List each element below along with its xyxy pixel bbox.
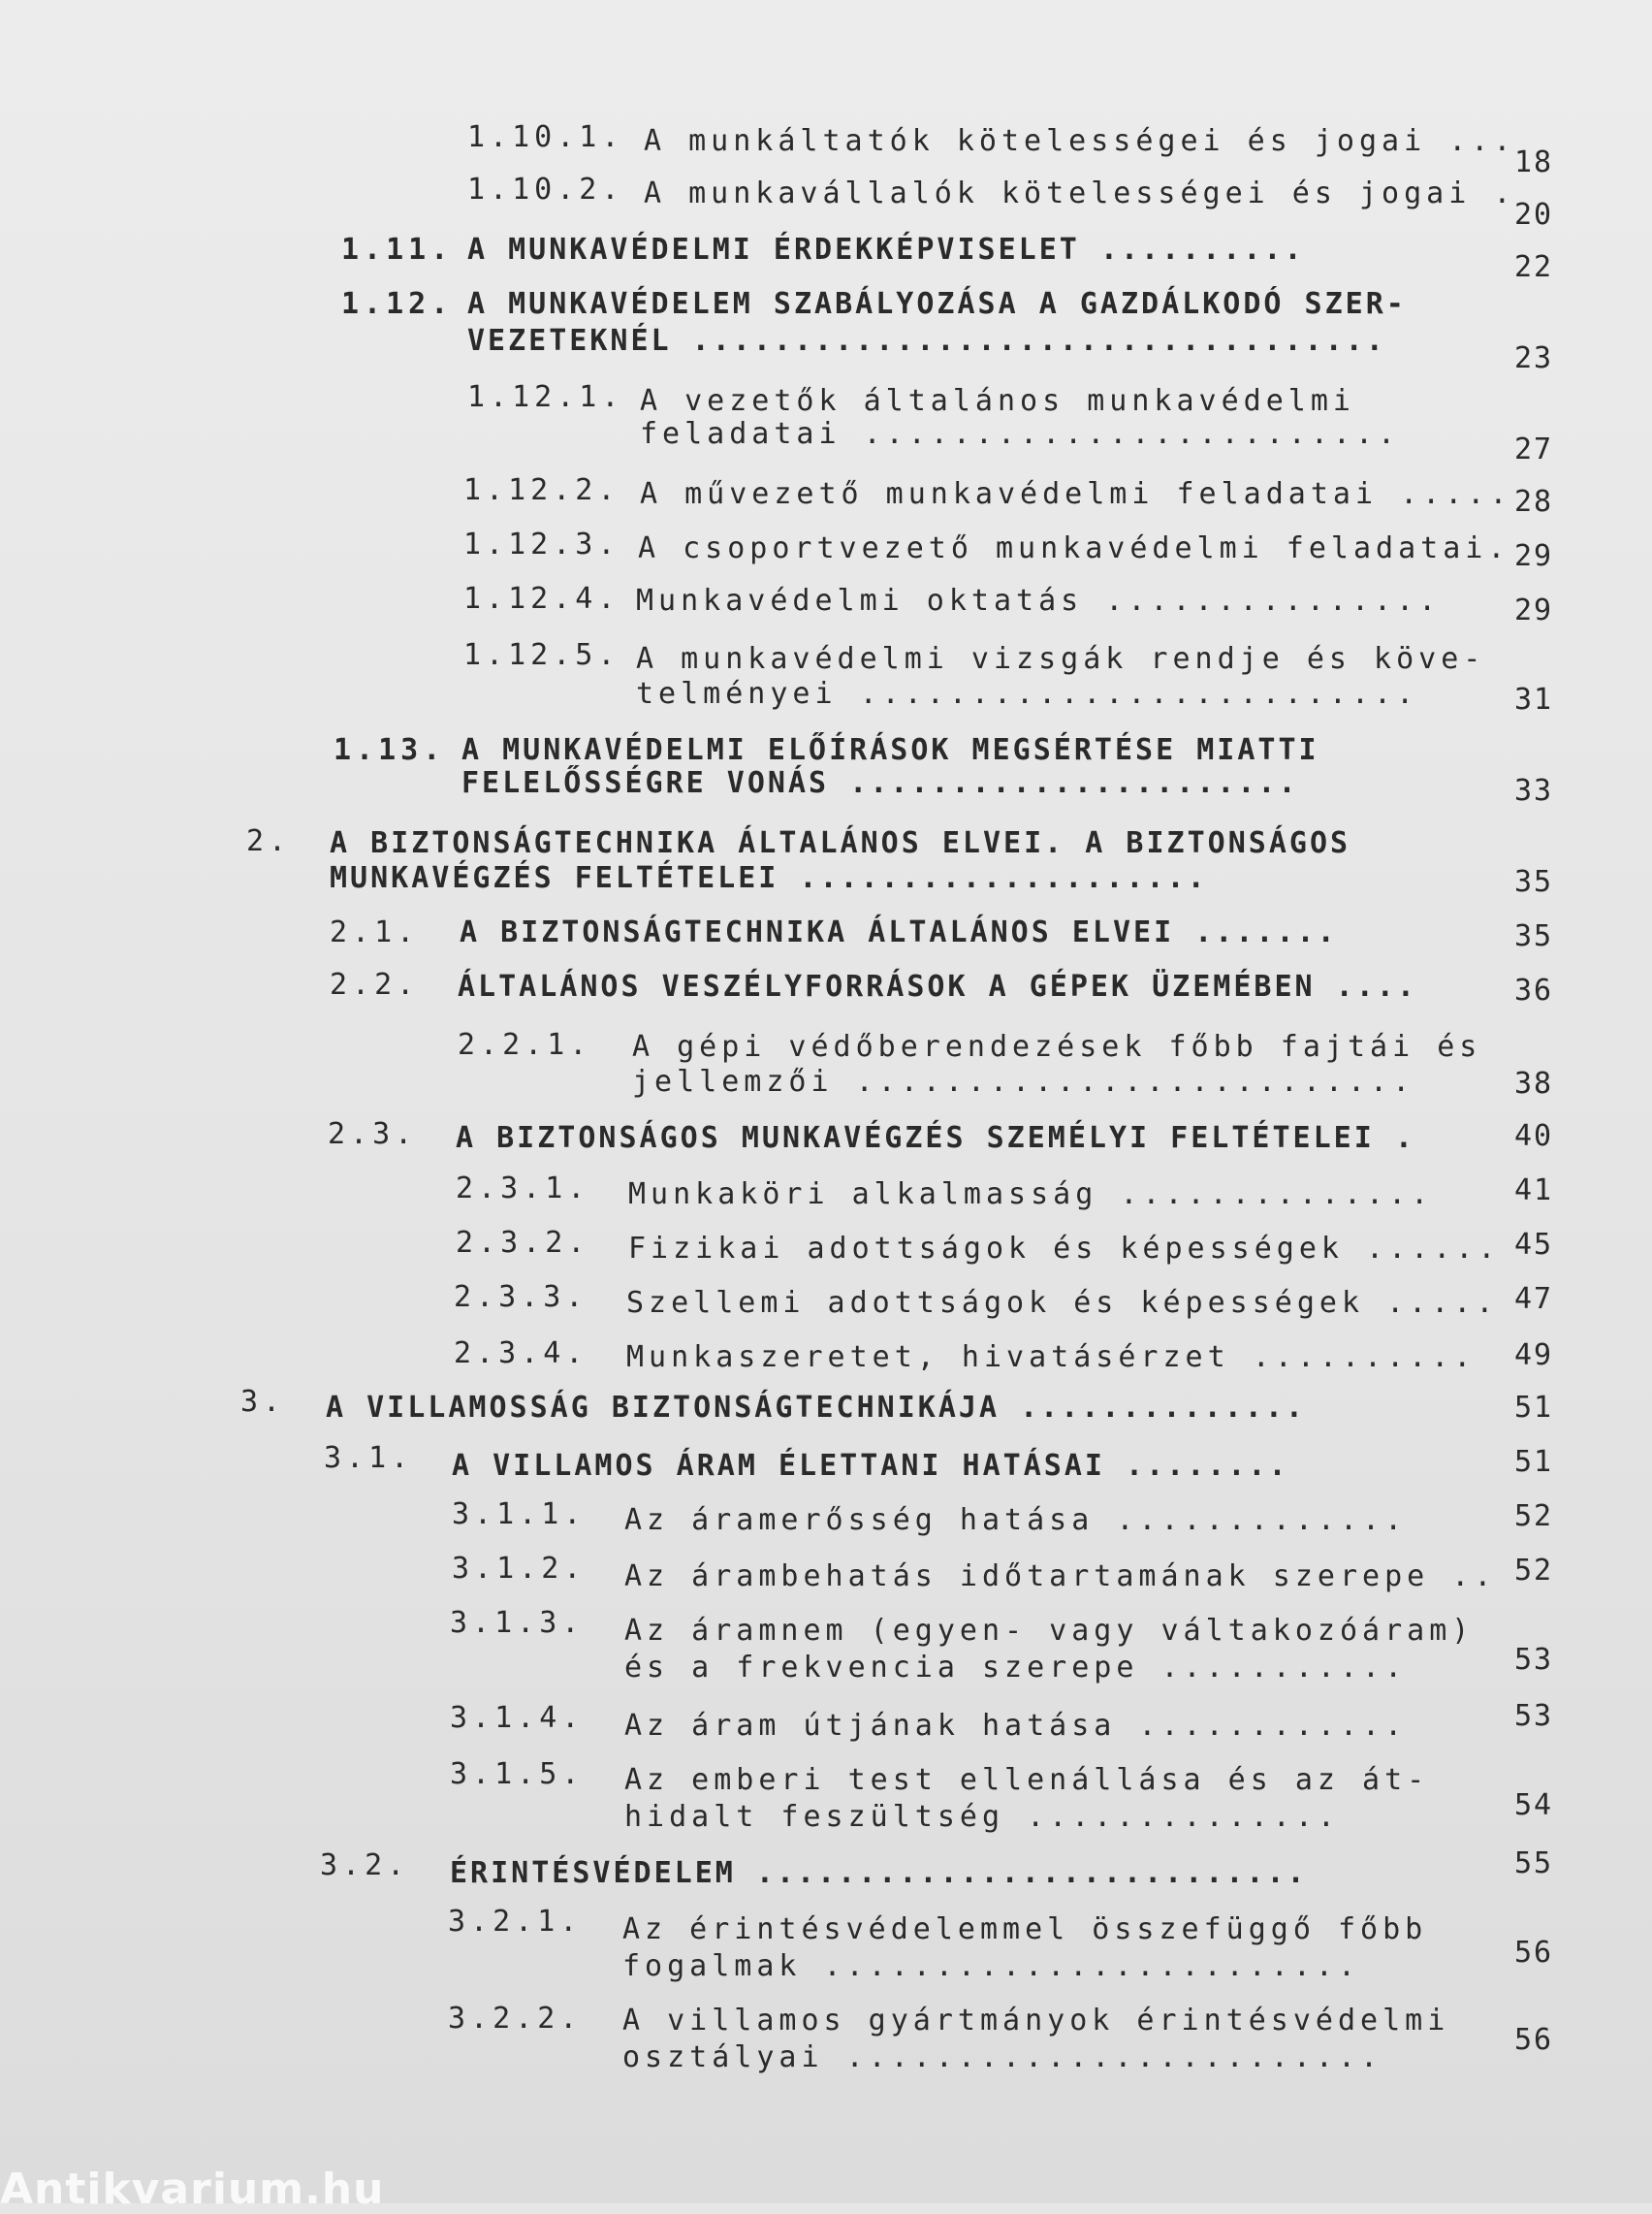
toc-entry-title: Szellemi adottságok és képességek ..... bbox=[626, 1286, 1499, 1320]
toc-entry-page: 53 bbox=[1514, 1699, 1554, 1733]
toc-entry-page: 35 bbox=[1514, 865, 1554, 899]
toc-entry-title: A gépi védőberendezések főbb fajtái és bbox=[632, 1030, 1482, 1064]
watermark: Antikvarium.hu bbox=[0, 2165, 385, 2214]
toc-entry-title: A művezető munkavédelmi feladatai ..... bbox=[640, 477, 1512, 511]
toc-entry-title: A VILLAMOSSÁG BIZTONSÁGTECHNIKÁJA .............. bbox=[326, 1391, 1306, 1425]
toc-entry-page: 38 bbox=[1514, 1067, 1554, 1101]
toc-entry-page: 51 bbox=[1514, 1445, 1554, 1479]
toc-entry-page: 20 bbox=[1514, 198, 1554, 232]
toc-entry-title-continuation: telményei ......................... bbox=[636, 677, 1419, 711]
toc-entry-title: Az áram útjának hatása ............ bbox=[624, 1709, 1408, 1743]
toc-entry-title: Munkaszeretet, hivatásérzet .......... bbox=[626, 1340, 1477, 1374]
toc-entry-title: A munkáltatók kötelességei és jogai ... bbox=[644, 124, 1516, 158]
toc-entry-title: A BIZTONSÁGTECHNIKA ÁLTALÁNOS ELVEI. A BIZTONSÁGOS bbox=[330, 826, 1351, 860]
toc-entry-number: 2.3.4. bbox=[454, 1336, 588, 1370]
toc-entry-number: 3.1.5. bbox=[450, 1757, 585, 1791]
toc-entry-number: 3.1.4. bbox=[450, 1701, 585, 1735]
toc-entry-number: 2.3.3. bbox=[454, 1280, 588, 1314]
toc-entry-number: 1.12.3. bbox=[463, 528, 620, 562]
toc-entry-page: 56 bbox=[1514, 2023, 1554, 2057]
toc-entry-page: 49 bbox=[1514, 1338, 1554, 1372]
toc-entry-number: 1.12. bbox=[341, 287, 454, 321]
toc-entry-number: 2.3. bbox=[328, 1117, 418, 1151]
toc-entry-number: 2.2.1. bbox=[458, 1028, 592, 1062]
toc-entry-page: 22 bbox=[1514, 250, 1554, 284]
toc-entry-title: A munkavédelmi vizsgák rendje és köve- bbox=[636, 642, 1486, 676]
toc-entry-number: 3.1.3. bbox=[450, 1606, 585, 1640]
toc-entry-page: 35 bbox=[1514, 919, 1554, 953]
toc-entry-title-continuation: hidalt feszültség .............. bbox=[624, 1800, 1340, 1834]
toc-entry-page: 31 bbox=[1514, 683, 1554, 717]
toc-entry-page: 27 bbox=[1514, 433, 1554, 466]
toc-entry-page: 52 bbox=[1514, 1554, 1554, 1588]
toc-entry-number: 1.11. bbox=[341, 233, 454, 267]
toc-entry-page: 45 bbox=[1514, 1228, 1554, 1262]
toc-entry-title: A VILLAMOS ÁRAM ÉLETTANI HATÁSAI ........ bbox=[452, 1449, 1289, 1483]
toc-entry-number: 2. bbox=[246, 824, 292, 858]
toc-entry-title: A csoportvezető munkavédelmi feladatai. bbox=[638, 531, 1510, 565]
toc-entry-title-continuation: feladatai ........................ bbox=[640, 417, 1401, 451]
toc-entry-title: Az áramnem (egyen- vagy váltakozóáram) bbox=[624, 1614, 1475, 1648]
toc-entry-title: A MUNKAVÉDELEM SZABÁLYOZÁSA A GAZDÁLKODÓ SZER- bbox=[467, 287, 1407, 321]
toc-entry-title: A BIZTONSÁGOS MUNKAVÉGZÉS SZEMÉLYI FELTÉTELEI . bbox=[456, 1121, 1415, 1155]
toc-entry-title: ÁLTALÁNOS VESZÉLYFORRÁSOK A GÉPEK ÜZEMÉBEN .... bbox=[458, 970, 1417, 1004]
toc-entry-number: 3. bbox=[240, 1385, 286, 1419]
toc-entry-title-continuation: VEZETEKNÉL .................................. bbox=[467, 324, 1386, 358]
toc-entry-page: 56 bbox=[1514, 1936, 1554, 1970]
toc-entry-number: 1.12.5. bbox=[463, 638, 620, 672]
toc-entry-page: 29 bbox=[1514, 594, 1554, 627]
toc-entry-number: 1.10.2. bbox=[467, 173, 624, 207]
toc-entry-title-continuation: és a frekvencia szerepe ........... bbox=[624, 1651, 1408, 1685]
toc-entry-number: 3.2. bbox=[320, 1848, 410, 1882]
toc-entry-title-continuation: fogalmak ........................ bbox=[622, 1949, 1361, 1983]
toc-entry-page: 41 bbox=[1514, 1173, 1554, 1207]
toc-entry-page: 33 bbox=[1514, 774, 1554, 808]
toc-entry-number: 2.2. bbox=[330, 968, 420, 1002]
toc-entry-title: A MUNKAVÉDELMI ELŐÍRÁSOK MEGSÉRTÉSE MIATTI bbox=[461, 733, 1319, 767]
toc-entry-title: Az érintésvédelemmel összefüggő főbb bbox=[622, 1912, 1428, 1946]
toc-entry-page: 40 bbox=[1514, 1119, 1554, 1153]
toc-entry-title: A BIZTONSÁGTECHNIKA ÁLTALÁNOS ELVEI ....... bbox=[460, 915, 1338, 949]
toc-entry-page: 47 bbox=[1514, 1282, 1554, 1316]
toc-entry-title: Az árambehatás időtartamának szerepe .. bbox=[624, 1559, 1497, 1593]
toc-entry-title: A MUNKAVÉDELMI ÉRDEKKÉPVISELET .......... bbox=[467, 233, 1305, 267]
toc-entry-page: 36 bbox=[1514, 974, 1554, 1008]
toc-entry-number: 1.12.1. bbox=[467, 380, 624, 414]
toc-entry-number: 2.3.2. bbox=[456, 1226, 590, 1260]
toc-entry-title: ÉRINTÉSVÉDELEM ........................... bbox=[450, 1856, 1308, 1890]
toc-entry-number: 2.3.1. bbox=[456, 1171, 590, 1205]
toc-entry-number: 3.1. bbox=[324, 1441, 414, 1475]
toc-entry-number: 3.1.2. bbox=[452, 1552, 587, 1586]
toc-entry-page: 51 bbox=[1514, 1391, 1554, 1425]
toc-entry-number: 1.10.1. bbox=[467, 120, 624, 154]
toc-entry-number: 1.12.4. bbox=[463, 582, 620, 616]
toc-entry-page: 18 bbox=[1514, 145, 1554, 179]
toc-entry-number: 1.13. bbox=[334, 733, 446, 767]
toc-entry-title: Fizikai adottságok és képességek ...... bbox=[628, 1232, 1501, 1266]
toc-entry-title-continuation: MUNKAVÉGZÉS FELTÉTELEI .................... bbox=[330, 861, 1208, 895]
toc-entry-page: 52 bbox=[1514, 1499, 1554, 1533]
toc-entry-title-continuation: osztályai ........................ bbox=[622, 2040, 1383, 2074]
toc-entry-title: Az emberi test ellenállása és az át- bbox=[624, 1763, 1430, 1797]
toc-entry-page: 28 bbox=[1514, 485, 1554, 519]
toc-entry-title: A villamos gyártmányok érintésvédelmi bbox=[622, 2004, 1450, 2038]
toc-entry-number: 3.2.2. bbox=[448, 2002, 583, 2036]
toc-entry-page: 23 bbox=[1514, 341, 1554, 375]
toc-entry-number: 1.12.2. bbox=[463, 473, 620, 507]
toc-entry-number: 2.1. bbox=[330, 915, 420, 949]
toc-entry-title: A munkavállalók kötelességei és jogai . bbox=[644, 176, 1516, 210]
toc-entry-number: 3.2.1. bbox=[448, 1905, 583, 1939]
toc-entry-title-continuation: FELELŐSSÉGRE VONÁS ...................... bbox=[461, 766, 1299, 800]
toc-entry-title-continuation: jellemzői ......................... bbox=[632, 1065, 1415, 1099]
toc-entry-page: 53 bbox=[1514, 1643, 1554, 1677]
toc-entry-title: Munkaköri alkalmasság .............. bbox=[628, 1177, 1434, 1211]
toc-entry-page: 29 bbox=[1514, 539, 1554, 573]
toc-entry-page: 54 bbox=[1514, 1788, 1554, 1822]
toc-entry-title: Munkavédelmi oktatás ............... bbox=[636, 584, 1442, 618]
toc-entry-number: 3.1.1. bbox=[452, 1497, 587, 1531]
toc-entry-title: A vezetők általános munkavédelmi bbox=[640, 384, 1355, 418]
toc-entry-title: Az áramerősség hatása ............. bbox=[624, 1503, 1408, 1537]
toc-entry-page: 55 bbox=[1514, 1846, 1554, 1880]
